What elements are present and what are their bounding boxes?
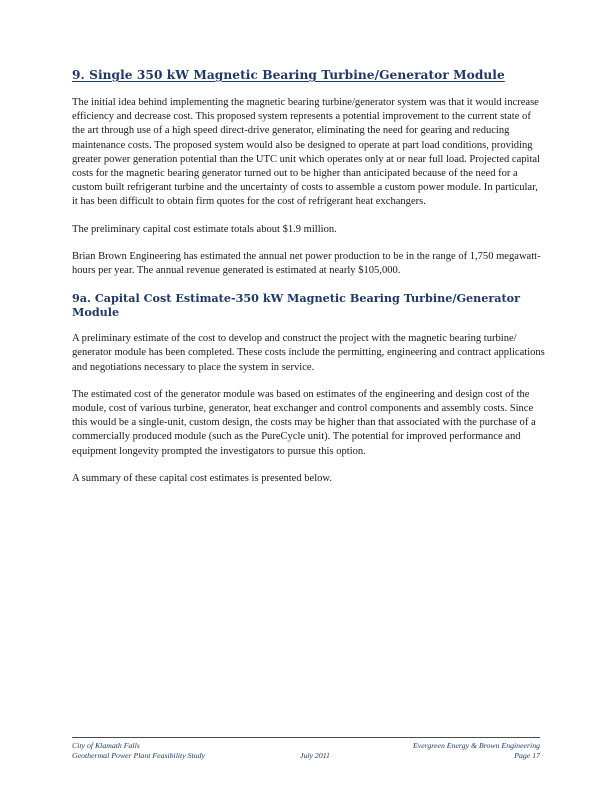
section-9a-paragraph-3: A summary of these capital cost estimates is presented below. (72, 472, 332, 484)
section-9-paragraph-3: Brian Brown Engineering has estimated the annual net power production to be in the range of 1,750 megawatt-hours per year. The annual revenue generated is estimated at nearly $105,000. (72, 250, 541, 277)
footer-date: July 2011 (300, 751, 330, 760)
footer-study-title: Geothermal Power Plant Feasibility Study (72, 751, 205, 760)
section-9-heading: 9. Single 350 kW Magnetic Bearing Turbine/Generator Module (72, 68, 505, 82)
page-footer (72, 737, 540, 761)
footer-row-1 (72, 741, 540, 751)
section-9a-heading: 9a. Capital Cost Estimate-350 kW Magnetic Bearing Turbine/Generator Module (72, 291, 521, 320)
footer-row-2 (72, 751, 540, 761)
footer-authors: Evergreen Energy & Brown Engineering (412, 741, 540, 750)
footer-page-number: Page 17 (514, 751, 540, 760)
section-9a-paragraph-1: A preliminary estimate of the cost to develop and construct the project with the magnetic bearing turbine/ generator module has been completed. These costs include the permitting, engineering and contract applications and negotiations necessary to place the system in service. (72, 333, 545, 373)
section-9-paragraph-1: The initial idea behind implementing the magnetic bearing turbine/generator system was that it would increase efficiency and decrease cost. This proposed system represents a potential improvement to the current state of the art through use of a high speed direct-drive generator, eliminating the need for gearing and reducing maintenance costs. The proposed system would also be designed to operate at part load conditions, providing greater power generation potential than the UTC unit which operates only at or near full load. Projected capital costs for the magnetic bearing generator turned out to be higher than anticipated because of the need for a custom built refrigerant turbine and the uncertainty of costs to assemble a custom power module. In particular, it has been difficult to obtain firm quotes for the cost of refrigerant heat exchangers. (72, 97, 540, 208)
section-9-paragraph-2: The preliminary capital cost estimate totals about $1.9 million. (72, 223, 337, 235)
document-page (72, 68, 546, 499)
section-9a-paragraph-2: The estimated cost of the generator module was based on estimates of the engineering and design cost of the module, cost of various turbine, generator, heat exchanger and control components and assembly costs. Since this would be a single-unit, custom design, the costs may be higher than that associated with the purchase of a commercially produced module (such as the PureCycle unit). The potential for improved performance and equipment longevity prompted the investigators to pursue this option. (72, 388, 536, 457)
footer-city: City of Klamath Falls (72, 741, 140, 750)
